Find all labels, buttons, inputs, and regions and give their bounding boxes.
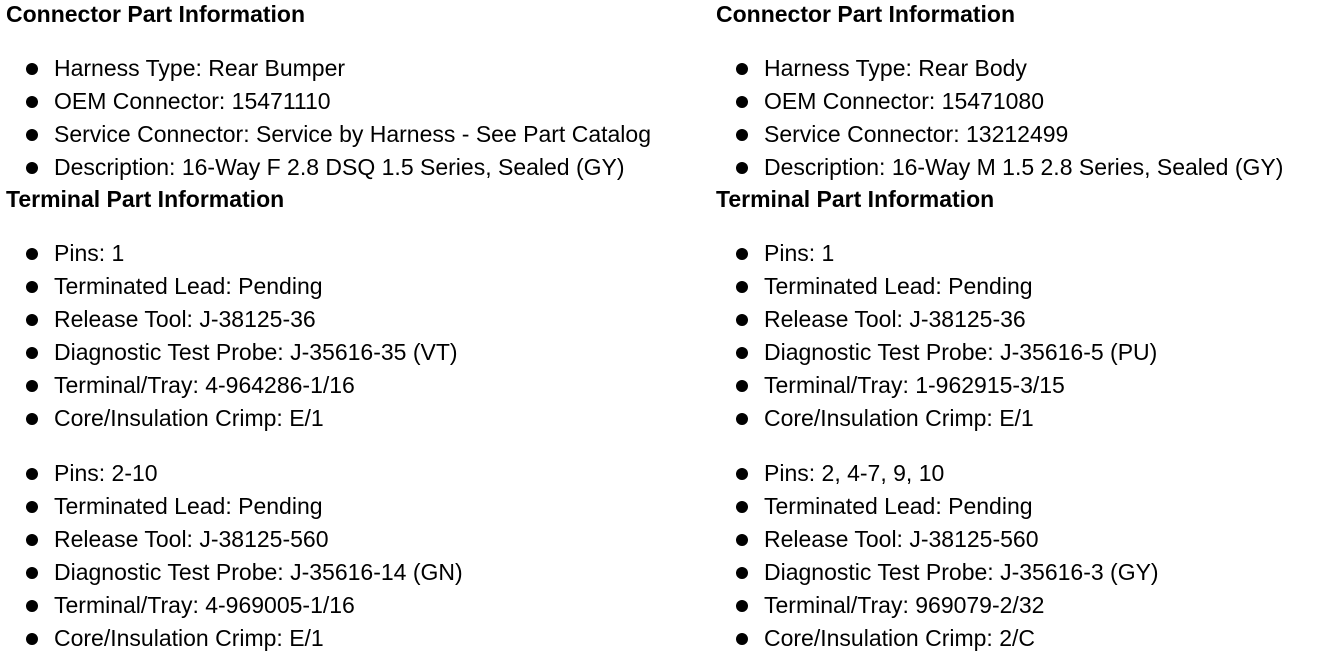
- bullet-icon: [736, 567, 748, 579]
- bullet-icon: [26, 281, 38, 293]
- list-item: Release Tool: J-38125-560: [6, 523, 706, 556]
- list-item: Terminated Lead: Pending: [6, 270, 706, 303]
- terminal-group-list: [6, 457, 706, 655]
- list-item: Release Tool: J-38125-36: [716, 303, 1342, 336]
- bullet-icon: [736, 600, 748, 612]
- terminal-heading: Terminal Part Information: [6, 186, 285, 212]
- terminal-group-list: [6, 237, 706, 435]
- terminal-group-list: [716, 457, 1342, 655]
- list-item: Terminal/Tray: 4-969005-1/16: [6, 589, 706, 622]
- bullet-icon: [736, 534, 748, 546]
- list-item: Pins: 2-10: [6, 457, 706, 490]
- bullet-icon: [26, 248, 38, 260]
- bullet-icon: [736, 129, 748, 141]
- bullet-icon: [26, 501, 38, 513]
- bullet-icon: [26, 162, 38, 174]
- list-item: Pins: 1: [716, 237, 1342, 270]
- bullet-icon: [736, 248, 748, 260]
- bullet-icon: [736, 63, 748, 75]
- list-item: Terminal/Tray: 4-964286-1/16: [6, 369, 706, 402]
- list-item: Terminated Lead: Pending: [716, 490, 1342, 523]
- connector-list: [6, 52, 706, 184]
- list-item: Pins: 1: [6, 237, 706, 270]
- list-item: Release Tool: J-38125-560: [716, 523, 1342, 556]
- connector-list: [716, 52, 1342, 184]
- terminal-group-list: [716, 237, 1342, 435]
- bullet-icon: [26, 380, 38, 392]
- bullet-icon: [736, 468, 748, 480]
- list-item: Terminated Lead: Pending: [716, 270, 1342, 303]
- list-item: Description: 16-Way M 1.5 2.8 Series, Sealed (GY): [716, 151, 1342, 184]
- list-item: Terminal/Tray: 969079-2/32: [716, 589, 1342, 622]
- bullet-icon: [26, 413, 38, 425]
- list-item: Release Tool: J-38125-36: [6, 303, 706, 336]
- bullet-icon: [736, 413, 748, 425]
- list-item: OEM Connector: 15471110: [6, 85, 706, 118]
- list-item: Core/Insulation Crimp: E/1: [6, 402, 706, 435]
- list-item: Core/Insulation Crimp: E/1: [6, 622, 706, 655]
- bullet-icon: [26, 468, 38, 480]
- list-item: Diagnostic Test Probe: J-35616-5 (PU): [716, 336, 1342, 369]
- bullet-icon: [736, 162, 748, 174]
- list-item: Diagnostic Test Probe: J-35616-3 (GY): [716, 556, 1342, 589]
- bullet-icon: [736, 96, 748, 108]
- bullet-icon: [26, 347, 38, 359]
- bullet-icon: [26, 534, 38, 546]
- bullet-icon: [26, 129, 38, 141]
- bullet-icon: [736, 314, 748, 326]
- bullet-icon: [736, 281, 748, 293]
- list-item: Harness Type: Rear Bumper: [6, 52, 706, 85]
- list-item: Terminated Lead: Pending: [6, 490, 706, 523]
- list-item: Pins: 2, 4-7, 9, 10: [716, 457, 1342, 490]
- bullet-icon: [26, 63, 38, 75]
- list-item: Harness Type: Rear Body: [716, 52, 1342, 85]
- list-item: Core/Insulation Crimp: 2/C: [716, 622, 1342, 655]
- list-item: Service Connector: Service by Harness - See Part Catalog: [6, 118, 706, 151]
- right-column: [716, 0, 1342, 655]
- bullet-icon: [26, 567, 38, 579]
- list-item: Diagnostic Test Probe: J-35616-35 (VT): [6, 336, 706, 369]
- bullet-icon: [736, 347, 748, 359]
- list-item: Terminal/Tray: 1-962915-3/15: [716, 369, 1342, 402]
- list-item: Diagnostic Test Probe: J-35616-14 (GN): [6, 556, 706, 589]
- bullet-icon: [26, 633, 38, 645]
- list-item: OEM Connector: 15471080: [716, 85, 1342, 118]
- bullet-icon: [736, 501, 748, 513]
- connector-heading: Connector Part Information: [6, 1, 306, 27]
- list-item: Description: 16-Way F 2.8 DSQ 1.5 Series, Sealed (GY): [6, 151, 706, 184]
- terminal-heading: Terminal Part Information: [716, 186, 995, 212]
- bullet-icon: [736, 633, 748, 645]
- bullet-icon: [736, 380, 748, 392]
- bullet-icon: [26, 600, 38, 612]
- list-item: Core/Insulation Crimp: E/1: [716, 402, 1342, 435]
- bullet-icon: [26, 314, 38, 326]
- left-column: [6, 0, 706, 655]
- bullet-icon: [26, 96, 38, 108]
- list-item: Service Connector: 13212499: [716, 118, 1342, 151]
- connector-heading: Connector Part Information: [716, 1, 1016, 27]
